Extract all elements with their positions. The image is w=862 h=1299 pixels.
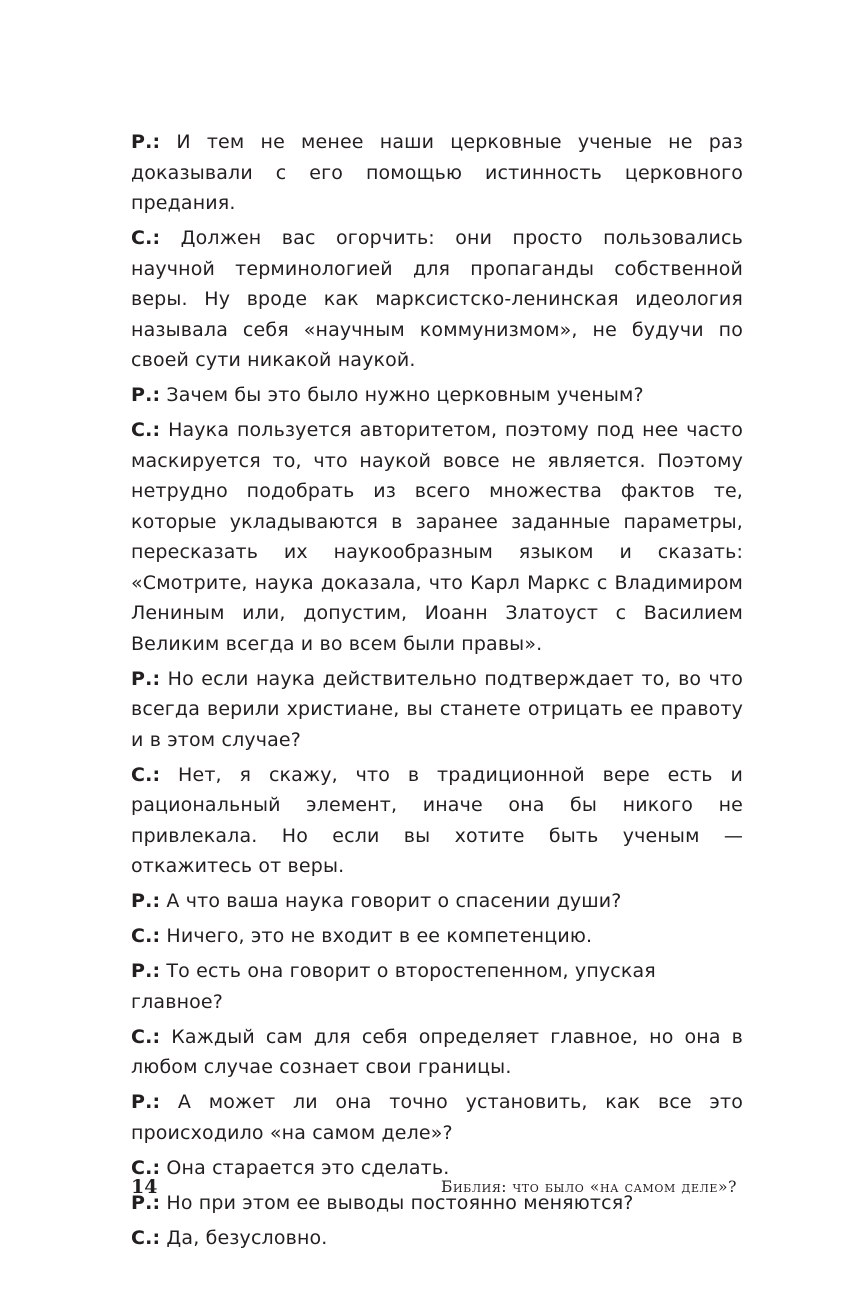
running-head: Библия: что было «на самом деле»?	[440, 1178, 737, 1196]
dialogue-paragraph	[131, 886, 743, 917]
dialogue-paragraph	[131, 664, 743, 756]
dialogue-paragraph	[131, 921, 743, 952]
dialogue-text	[131, 127, 743, 1258]
speaker-label: С.:	[131, 925, 161, 947]
paragraph-text: То есть она говорит о второстепенном, упуская главное?	[131, 960, 656, 1013]
speaker-label: Р.:	[131, 890, 161, 912]
paragraph-text: А может ли она точно установить, как все это происходило «на самом деле»?	[131, 1091, 743, 1144]
paragraph-text: Наука пользуется авторитетом, поэтому под нее часто маскируется то, что наукой вовсе не является. Поэтому нетрудно подобрать из всего множества фактов те, которые укладываются в заранее заданные параметры, пересказать их наукообразным языком и сказать: «Смотрите, наука доказала, что Карл Маркс с Владимиром Лениным или, допустим, Иоанн Златоуст с Василием Великим всегда и во всем были правы».	[131, 419, 743, 655]
speaker-label: С.:	[131, 1156, 161, 1179]
paragraph-text: А что ваша наука говорит о спасении души?	[166, 890, 622, 912]
paragraph-text: Да, безусловно.	[166, 1226, 328, 1249]
dialogue-paragraph	[131, 127, 743, 219]
paragraph-text: Она старается это сделать.	[166, 1156, 450, 1179]
dialogue-paragraph	[131, 223, 743, 376]
speaker-label: С.:	[131, 1025, 161, 1048]
dialogue-paragraph	[131, 415, 743, 659]
paragraph-text: Должен вас огорчить: они просто пользовались научной терминологией для пропаганды собственной веры. Ну вроде как марксистско-ленинская идеология называла себя «научным коммунизмом», не будучи по своей сути никакой наукой.	[131, 227, 743, 371]
dialogue-paragraph	[131, 760, 743, 882]
paragraph-text: Нет, я скажу, что в традиционной вере есть и рациональный элемент, иначе она бы никого не привлекала. Но если вы хотите быть ученым — откажитесь от веры.	[131, 763, 743, 877]
speaker-label: С.:	[131, 419, 161, 441]
dialogue-paragraph	[131, 1087, 743, 1148]
speaker-label: Р.:	[131, 667, 161, 690]
speaker-label: С.:	[131, 763, 161, 786]
speaker-label: Р.:	[131, 1091, 161, 1113]
speaker-label: Р.:	[131, 384, 161, 406]
speaker-label: Р.:	[131, 131, 161, 153]
paragraph-text: Ничего, это не входит в ее компетенцию.	[166, 925, 593, 947]
speaker-label: С.:	[131, 227, 161, 249]
page-footer	[131, 1173, 743, 1201]
paragraph-text: Но при этом ее выводы постоянно меняются?	[166, 1191, 634, 1214]
paragraph-text: Но если наука действительно подтверждает то, во что всегда верили христиане, вы станете отрицать ее правоту и в этом случае?	[131, 667, 743, 751]
speaker-label: Р.:	[131, 960, 161, 982]
dialogue-paragraph	[131, 956, 743, 1017]
speaker-label: С.:	[131, 1226, 161, 1249]
paragraph-text: И тем не менее наши церковные ученые не раз доказывали с его помощью истинность церковного предания.	[131, 131, 743, 214]
paragraph-text: Зачем бы это было нужно церковным ученым?	[166, 384, 644, 406]
dialogue-paragraph	[131, 1223, 743, 1254]
page-number: 14	[131, 1176, 158, 1198]
dialogue-paragraph	[131, 380, 743, 411]
paragraph-text: Каждый сам для себя определяет главное, но она в любом случае сознает свои границы.	[131, 1025, 743, 1078]
speaker-label: Р.:	[131, 1191, 161, 1214]
dialogue-paragraph	[131, 1022, 743, 1083]
